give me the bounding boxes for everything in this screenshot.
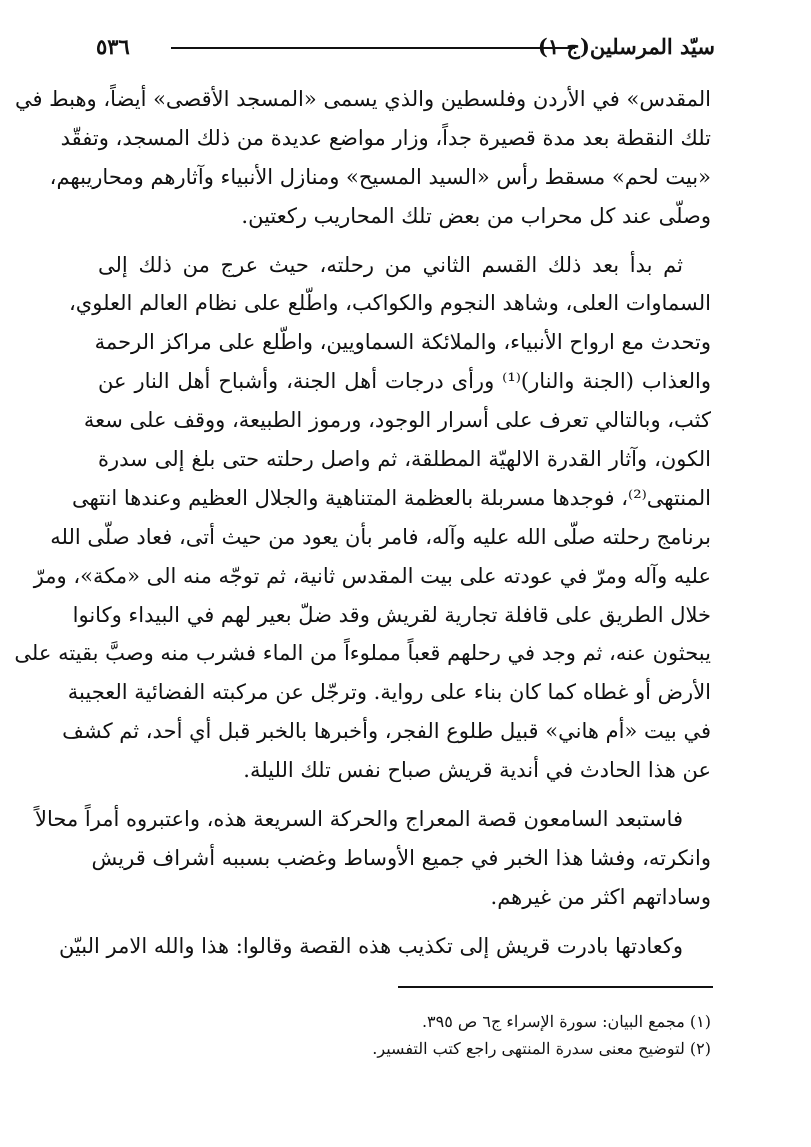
text-line: برنامج رحلته صلّى الله عليه وآله، فامر بأن يعود من حيث أتى، فعاد صلّى الله	[50, 524, 711, 549]
running-header	[96, 32, 715, 62]
text-line: ثم بدأ بعد ذلك القسم الثاني من رحلته، حيث عرج من ذلك إلى	[98, 252, 683, 277]
text-line: «بيت لحم» مسقط رأس «السيد المسيح» ومنازل الأنبياء وآثارهم ومحاريبهم،	[49, 164, 711, 189]
text-line: المقدس» في الأردن وفلسطين والذي يسمى «المسجد الأقصى» أيضاً، وهبط في	[14, 87, 711, 111]
body-text	[14, 80, 712, 966]
text-line: الكون، وآثار القدرة الالهيّة المطلقة، ثم واصل رحلته حتى بلغ إلى سدرة	[98, 447, 711, 472]
text-line: وساداتهم اكثر من غيرهم.	[490, 884, 711, 909]
text-line: المنتهى⁽²⁾، فوجدها مسربلة بالعظمة المتناهية والجلال العظيم وعندها انتهى	[72, 485, 711, 510]
footnote: (١) مجمع البيان: سورة الإسراء ج٦ ص ٣٩٥.	[421, 1012, 711, 1031]
text-line: السماوات العلى، وشاهد النجوم والكواكب، واطّلع على نظام العالم العلوي،	[69, 291, 711, 316]
header-title: سيّد المرسلين(ج ١)	[537, 34, 715, 59]
header-divider	[171, 47, 575, 49]
page-number: ٥٣٦	[96, 34, 130, 59]
text-line: الأرض أو غطاه كما كان بناء على رواية. وترجّل عن مركبته الفضائية العجيبة	[67, 680, 711, 705]
text-line: تلك النقطة بعد مدة قصيرة جداً، وزار مواضع عديدة من ذلك المسجد، وتفقّد	[60, 125, 711, 150]
footnote: (٢) لتوضيح معنى سدرة المنتهى راجع كتب التفسير.	[372, 1039, 711, 1058]
text-line: والعذاب (الجنة والنار)⁽¹⁾ ورأى درجات أهل الجنة، وأشباح أهل النار عن	[98, 369, 712, 394]
text-line: عن هذا الحادث في أندية قريش صباح نفس تلك الليلة.	[243, 758, 711, 783]
text-line: وكعادتها بادرت قريش إلى تكذيب هذه القصة وقالوا: هذا والله الامر البيّن	[58, 933, 683, 958]
text-line: عليه وآله ومرّ في عودته على بيت المقدس ثانية، ثم توجّه منه الى «مكة»، ومرّ	[33, 563, 711, 588]
text-line: يبحثون عنه، ثم وجد في رحلهم قعباً مملوءاً من الماء فشرب منه وصبَّ بقيته على	[14, 641, 711, 666]
text-line: كثب، وبالتالي تعرف على أسرار الوجود، ورموز الطبيعة، ووقف على سعة	[83, 408, 711, 433]
text-line: وصلّى عند كل محراب من بعض تلك المحاريب ركعتين.	[241, 203, 711, 228]
text-line: في بيت «أم هاني» قبيل طلوع الفجر، وأخبرها بالخبر قبل أي أحد، ثم كشف	[62, 719, 711, 744]
text-line: وانكرته، وفشا هذا الخبر في جميع الأوساط وغضب بسببه أشراف قريش	[91, 845, 711, 870]
text-line: خلال الطريق على قافلة تجارية لقريش وقد ضلّ بعير لهم في البيداء وكانوا	[72, 602, 711, 627]
text-line: فاستبعد السامعون قصة المعراج والحركة السريعة هذه، واعتبروه أمراً محالاً	[35, 807, 683, 832]
footnote-divider	[398, 986, 713, 988]
text-line: وتحدث مع ارواح الأنبياء، والملائكة السماويين، واطّلع على مراكز الرحمة	[94, 330, 711, 355]
footnotes	[251, 1008, 711, 1062]
